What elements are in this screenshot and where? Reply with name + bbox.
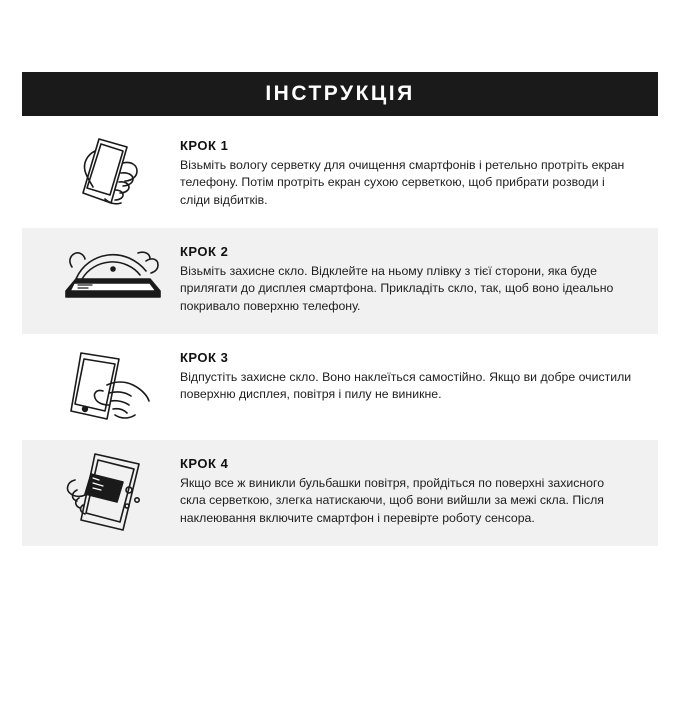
- step-item: [22, 334, 658, 440]
- instruction-sheet: [0, 72, 680, 702]
- phone-squeegee-bubbles-icon: [22, 448, 174, 538]
- step-title: КРОК 3: [180, 350, 229, 365]
- page-title: ІНСТРУКЦІЯ: [265, 82, 415, 105]
- step-title: КРОК 4: [180, 456, 229, 471]
- phone-release-glass-icon: [22, 342, 174, 432]
- step-item: [22, 440, 658, 546]
- step-body: Візьміть захисне скло. Відклейте на ньому плівку з тієї сторони, яка буде прилягати до дисплея смартфона. Прикладіть скло, так, щоб воно ідеально покривало поверхню телефону.: [180, 264, 614, 313]
- steps-list: [22, 122, 658, 546]
- step-body: Якщо все ж виникли бульбашки повітря, пройдіться по поверхні захисного скла серветкою, злегка натискаючи, щоб вони вийшли за межі скла. Після наклеювання включите смартфон і перевірте роботу сенсора.: [180, 476, 605, 525]
- step-text: [174, 236, 650, 315]
- step-text: [174, 342, 650, 404]
- step-text: [174, 130, 650, 209]
- step-body: Візьміть вологу серветку для очищення смартфонів і ретельно протріть екран телефону. Потім протріть екран сухою серветкою, щоб прибрати розводи і сліди відбитків.: [180, 158, 625, 207]
- glass-peel-film-icon: [22, 236, 174, 326]
- step-title: КРОК 2: [180, 244, 229, 259]
- step-text: [174, 448, 650, 527]
- header-banner: [22, 72, 658, 116]
- step-item: [22, 122, 658, 228]
- phone-wipe-icon: [22, 130, 174, 220]
- step-item: [22, 228, 658, 334]
- step-body: Відпустіть захисне скло. Воно наклеїться самостійно. Якщо ви добре очистили поверхню дисплея, повітря і пилу не виникне.: [180, 370, 632, 402]
- footer-spacer: [22, 546, 658, 586]
- step-title: КРОК 1: [180, 138, 229, 153]
